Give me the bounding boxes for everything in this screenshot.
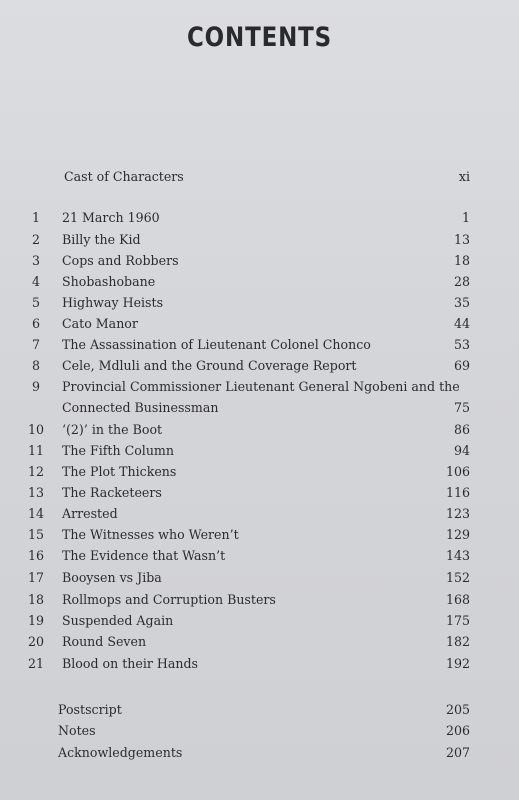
toc-entry-title: Provincial Commissioner Lieutenant General Ngobeni and the [62, 379, 460, 394]
toc-entry-page: 152 [445, 570, 470, 585]
toc-entry-title-continued: Connected Businessman [62, 400, 219, 415]
toc-entry-title: Blood on their Hands [62, 656, 199, 671]
toc-entry-title: The Witnesses who Weren’t [62, 527, 239, 542]
toc-entry-page: 44 [453, 316, 470, 331]
toc-entry-title: Highway Heists [62, 295, 164, 310]
toc-entry-page: 75 [453, 400, 470, 415]
toc-entry-number: 12 [27, 464, 45, 479]
toc-entry-chapter [0, 207, 519, 228]
toc-entry-number: 15 [27, 527, 45, 542]
toc-entry-title: Suspended Again [62, 613, 174, 628]
toc-entry-chapter [0, 589, 519, 610]
toc-entry-chapter [0, 355, 519, 376]
toc-entry-number: 20 [27, 634, 45, 649]
toc-entry-number: 21 [27, 656, 45, 671]
toc-entry-chapter [0, 292, 519, 313]
toc-entry-title: The Fifth Column [62, 443, 174, 458]
toc-entry-page: 94 [453, 443, 470, 458]
toc-entry-back-matter [0, 720, 519, 741]
toc-entry-page: 53 [453, 337, 470, 352]
toc-entry-number: 19 [27, 613, 45, 628]
toc-entry-page: 143 [445, 548, 470, 563]
toc-entry-chapter [0, 334, 519, 355]
toc-entry-title: Cele, Mdluli and the Ground Coverage Report [62, 358, 357, 373]
toc-entry-page: 13 [453, 232, 470, 247]
toc-entry-number: 1 [31, 210, 40, 225]
toc-entry-title: Round Seven [62, 634, 147, 649]
toc-entry-page: 206 [445, 723, 470, 738]
toc-entry-title: Rollmops and Corruption Busters [62, 592, 276, 607]
toc-entry-title: Notes [58, 723, 96, 738]
toc-entry-page: 86 [453, 422, 470, 437]
toc-entry-title: The Racketeers [62, 485, 162, 500]
toc-entry-title: Cato Manor [62, 316, 138, 331]
toc-entry-page: 106 [445, 464, 470, 479]
toc-entry-title: Cops and Robbers [62, 253, 179, 268]
toc-entry-chapter [0, 503, 519, 524]
toc-entry-chapter [0, 229, 519, 250]
toc-entry-page: 192 [445, 656, 470, 671]
page-title: CONTENTS [186, 22, 333, 53]
toc-entry-front-matter [0, 166, 519, 187]
toc-entry-number: 5 [31, 295, 40, 310]
toc-entry-title: Arrested [62, 506, 118, 521]
toc-entry-page: 35 [453, 295, 470, 310]
toc-entry-title: Acknowledgements [58, 745, 183, 760]
toc-entry-page: 168 [445, 592, 470, 607]
toc-entry-chapter [0, 313, 519, 334]
toc-entry-number: 6 [31, 316, 40, 331]
toc-entry-number: 16 [27, 548, 45, 563]
toc-entry-page: 129 [445, 527, 470, 542]
toc-entry-back-matter [0, 699, 519, 720]
toc-entry-chapter [0, 271, 519, 292]
toc-entry-page: 116 [445, 485, 470, 500]
toc-entry-back-matter [0, 742, 519, 763]
toc-entry-page: 207 [445, 745, 470, 760]
toc-entry-title: Cast of Characters [64, 169, 184, 184]
toc-entry-number: 18 [27, 592, 45, 607]
toc-entry-number: 14 [27, 506, 45, 521]
toc-entry-chapter [0, 250, 519, 271]
toc-entry-chapter [0, 440, 519, 461]
toc-entry-title: The Plot Thickens [62, 464, 177, 479]
toc-entry-title: The Evidence that Wasn’t [62, 548, 226, 563]
toc-entry-number: 8 [31, 358, 40, 373]
toc-entry-title: Billy the Kid [62, 232, 141, 247]
toc-entry-chapter [0, 376, 519, 397]
toc-entry-page: 18 [453, 253, 470, 268]
toc-entry-chapter [0, 482, 519, 503]
toc-entry-number: 7 [31, 337, 40, 352]
toc-entry-number: 10 [27, 422, 45, 437]
toc-entry-number: 11 [27, 443, 45, 458]
toc-entry-title: Shobashobane [62, 274, 156, 289]
toc-entry-chapter [0, 461, 519, 482]
toc-entry-number: 4 [31, 274, 40, 289]
toc-entry-title: 21 March 1960 [62, 210, 160, 225]
toc-entry-page: 123 [445, 506, 470, 521]
toc-entry-number: 17 [27, 570, 45, 585]
toc-entry-page: 182 [445, 634, 470, 649]
toc-entry-page: 69 [453, 358, 470, 373]
toc-entry-page: xi [458, 169, 470, 184]
toc-entry-chapter [0, 524, 519, 545]
toc-entry-chapter [0, 567, 519, 588]
toc-entry-number: 3 [31, 253, 40, 268]
toc-entry-number: 2 [31, 232, 40, 247]
toc-entry-chapter-continued [0, 397, 519, 418]
toc-entry-chapter [0, 631, 519, 652]
toc-entry-chapter [0, 545, 519, 566]
toc-entry-number: 13 [27, 485, 45, 500]
toc-entry-page: 205 [445, 702, 470, 717]
toc-entry-title: The Assassination of Lieutenant Colonel Chonco [62, 337, 371, 352]
toc-entry-page: 28 [453, 274, 470, 289]
toc-entry-page: 1 [461, 210, 470, 225]
toc-entry-chapter [0, 610, 519, 631]
toc-entry-title: Booysen vs Jiba [62, 570, 162, 585]
toc-entry-title: ‘(2)’ in the Boot [62, 422, 163, 437]
toc-entry-chapter [0, 653, 519, 674]
toc-entry-chapter [0, 419, 519, 440]
toc-entry-title: Postscript [58, 702, 122, 717]
toc-entry-page: 175 [445, 613, 470, 628]
toc-entry-number: 9 [31, 379, 40, 394]
